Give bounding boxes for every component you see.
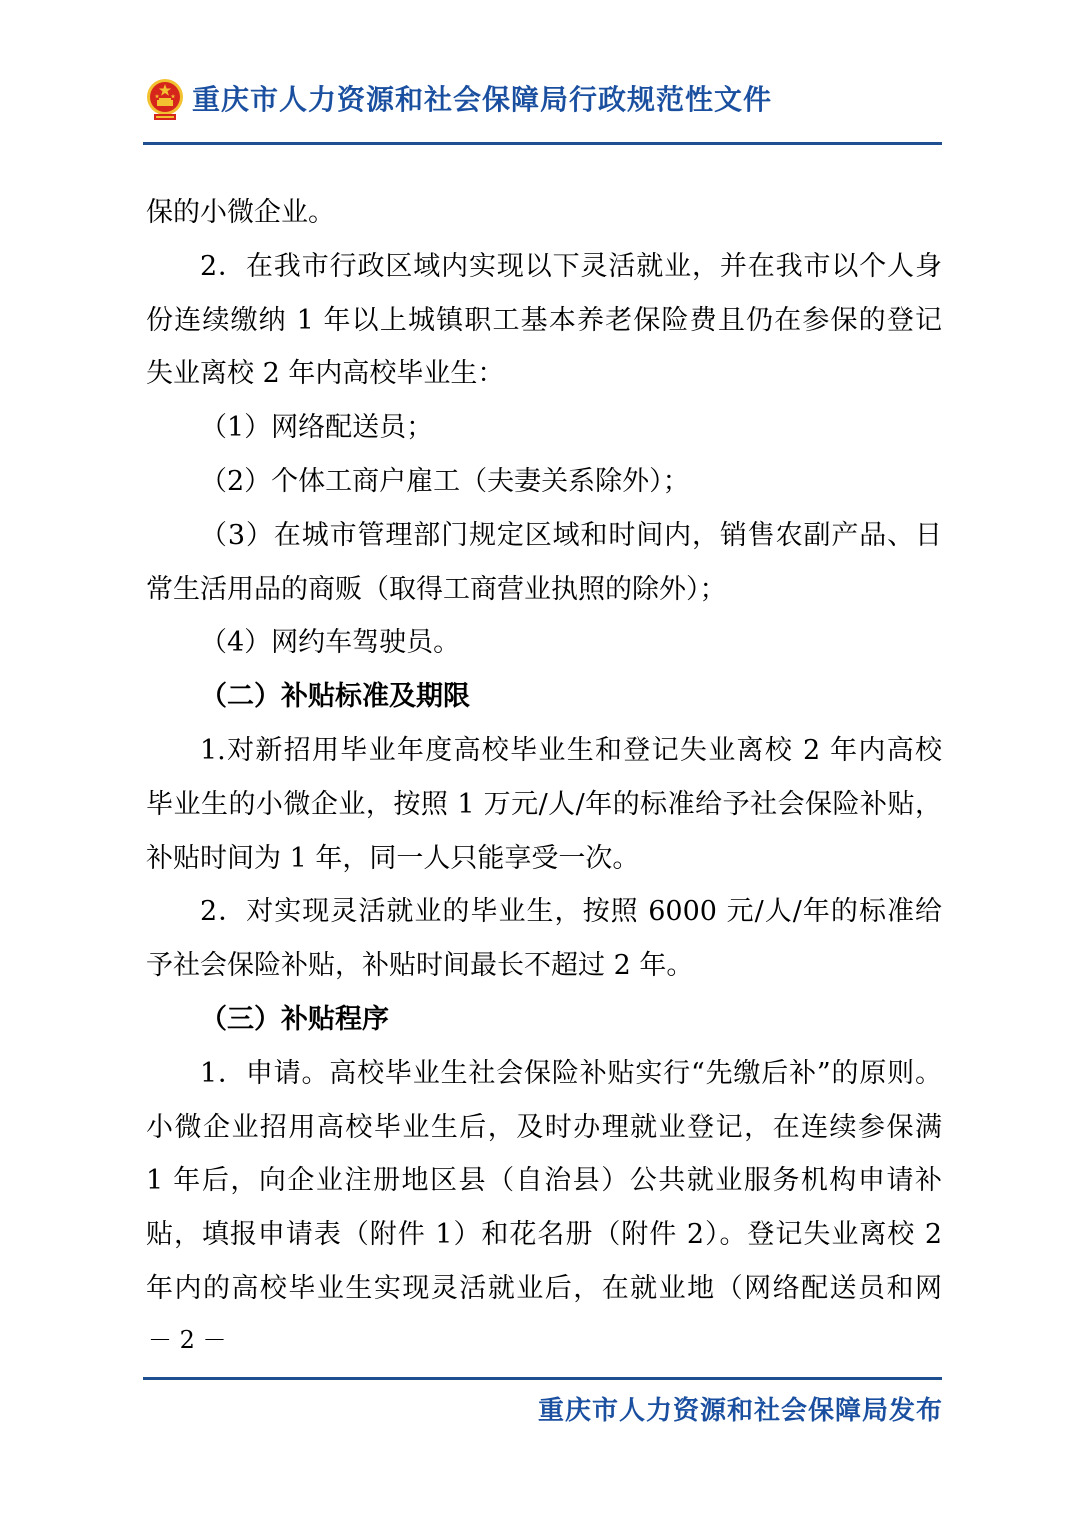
- header-title: 重庆市人力资源和社会保障局行政规范性文件: [192, 83, 773, 116]
- body-line: 1 年后，向企业注册地区县（自治县）公共就业服务机构申请补: [146, 1165, 942, 1197]
- body-line: （4）网约车驾驶员。: [200, 627, 461, 659]
- section-heading: （三）补贴程序: [200, 1003, 389, 1035]
- body-line: 毕业生的小微企业，按照 1 万元/人/年的标准给予社会保险补贴，: [146, 788, 942, 820]
- body-line: 保的小微企业。: [146, 197, 335, 228]
- body-line: 1.对新招用毕业年度高校毕业生和登记失业离校 2 年内高校: [200, 734, 942, 766]
- body-line: 常生活用品的商贩（取得工商营业执照的除外）；: [146, 573, 727, 605]
- document-header: [146, 78, 946, 128]
- body-line: 贴，填报申请表（附件 1）和花名册（附件 2）。登记失业离校 2: [146, 1219, 942, 1251]
- body-line: 份连续缴纳 1 年以上城镇职工基本养老保险费且仍在参保的登记: [146, 304, 942, 336]
- document-body: [146, 186, 942, 1316]
- footer-divider: [143, 1377, 942, 1380]
- header-divider: [143, 142, 942, 145]
- body-line: 予社会保险补贴，补贴时间最长不超过 2 年。: [146, 950, 694, 982]
- body-line: 1．申请。高校毕业生社会保险补贴实行“先缴后补”的原则。: [200, 1057, 942, 1089]
- body-line: 失业离校 2 年内高校毕业生：: [146, 358, 505, 390]
- body-line: 2．在我市行政区域内实现以下灵活就业，并在我市以个人身: [200, 250, 942, 282]
- national-emblem-icon: [146, 78, 184, 122]
- footer-publisher: 重庆市人力资源和社会保障局发布: [538, 1396, 944, 1426]
- body-line: 补贴时间为 1 年，同一人只能享受一次。: [146, 842, 640, 874]
- body-line: 小微企业招用高校毕业生后，及时办理就业登记，在连续参保满: [146, 1111, 942, 1143]
- body-line: （3）在城市管理部门规定区域和时间内，销售农副产品、日: [200, 519, 942, 551]
- body-line: （2）个体工商户雇工（夫妻关系除外）；: [200, 465, 690, 497]
- body-line: 年内的高校毕业生实现灵活就业后，在就业地（网络配送员和网: [146, 1272, 942, 1304]
- section-heading: （二）补贴标准及期限: [200, 681, 470, 713]
- body-line: （1）网络配送员；: [200, 412, 434, 444]
- body-line: 2．对实现灵活就业的毕业生，按照 6000 元/人/年的标准给: [200, 896, 942, 928]
- page-number: － 2 －: [148, 1326, 227, 1354]
